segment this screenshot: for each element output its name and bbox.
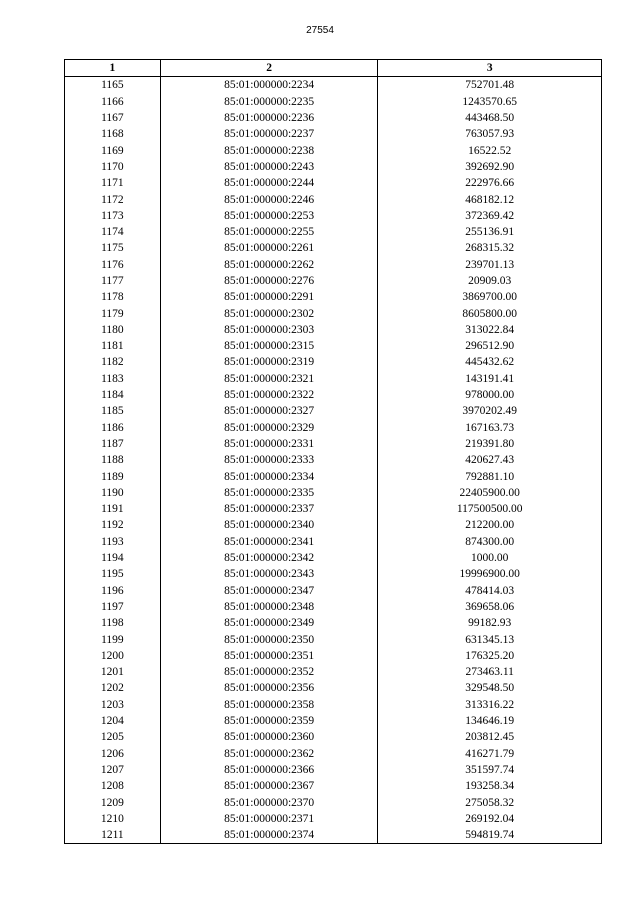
row-number-cell: 1168	[65, 126, 161, 142]
table-body	[65, 77, 602, 844]
cadastral-number-cell: 85:01:000000:2360	[160, 729, 378, 745]
cadastral-number-cell: 85:01:000000:2335	[160, 485, 378, 501]
cadastral-number-cell: 85:01:000000:2358	[160, 697, 378, 713]
cadastral-number-cell: 85:01:000000:2302	[160, 305, 378, 321]
value-cell: 468182.12	[378, 191, 602, 207]
table-row	[65, 680, 602, 696]
value-cell: 19996900.00	[378, 566, 602, 582]
value-cell: 351597.74	[378, 762, 602, 778]
cadastral-number-cell: 85:01:000000:2303	[160, 322, 378, 338]
table-row	[65, 778, 602, 794]
row-number-cell: 1167	[65, 110, 161, 126]
value-cell: 222976.66	[378, 175, 602, 191]
row-number-cell: 1202	[65, 680, 161, 696]
row-number-cell: 1165	[65, 77, 161, 94]
cadastral-number-cell: 85:01:000000:2262	[160, 257, 378, 273]
value-cell: 20909.03	[378, 273, 602, 289]
row-number-cell: 1179	[65, 305, 161, 321]
row-number-cell: 1210	[65, 811, 161, 827]
table-row	[65, 534, 602, 550]
cadastral-number-cell: 85:01:000000:2356	[160, 680, 378, 696]
row-number-cell: 1211	[65, 827, 161, 844]
value-cell: 273463.11	[378, 664, 602, 680]
value-cell: 420627.43	[378, 452, 602, 468]
table-row	[65, 811, 602, 827]
row-number-cell: 1170	[65, 159, 161, 175]
value-cell: 1243570.65	[378, 94, 602, 110]
table-row	[65, 403, 602, 419]
table-row	[65, 159, 602, 175]
cadastral-number-cell: 85:01:000000:2276	[160, 273, 378, 289]
table-row	[65, 566, 602, 582]
row-number-cell: 1189	[65, 468, 161, 484]
cadastral-number-cell: 85:01:000000:2315	[160, 338, 378, 354]
column-header-3: 3	[378, 60, 602, 77]
cadastral-number-cell: 85:01:000000:2255	[160, 224, 378, 240]
cadastral-number-cell: 85:01:000000:2343	[160, 566, 378, 582]
value-cell: 443468.50	[378, 110, 602, 126]
table-row	[65, 794, 602, 810]
table-row	[65, 615, 602, 631]
table-row	[65, 729, 602, 745]
cadastral-number-cell: 85:01:000000:2351	[160, 648, 378, 664]
cadastral-number-cell: 85:01:000000:2359	[160, 713, 378, 729]
row-number-cell: 1169	[65, 142, 161, 158]
row-number-cell: 1176	[65, 257, 161, 273]
row-number-cell: 1178	[65, 289, 161, 305]
table-row	[65, 126, 602, 142]
table-row	[65, 745, 602, 761]
row-number-cell: 1182	[65, 354, 161, 370]
cadastral-number-cell: 85:01:000000:2370	[160, 794, 378, 810]
table-row	[65, 354, 602, 370]
cadastral-number-cell: 85:01:000000:2340	[160, 517, 378, 533]
row-number-cell: 1183	[65, 371, 161, 387]
cadastral-number-cell: 85:01:000000:2367	[160, 778, 378, 794]
cadastral-number-cell: 85:01:000000:2261	[160, 240, 378, 256]
value-cell: 268315.32	[378, 240, 602, 256]
table-row	[65, 697, 602, 713]
row-number-cell: 1206	[65, 745, 161, 761]
row-number-cell: 1181	[65, 338, 161, 354]
value-cell: 219391.80	[378, 436, 602, 452]
table-row	[65, 599, 602, 615]
value-cell: 212200.00	[378, 517, 602, 533]
row-number-cell: 1203	[65, 697, 161, 713]
row-number-cell: 1200	[65, 648, 161, 664]
table-row	[65, 550, 602, 566]
page-number: 27554	[306, 25, 334, 36]
cadastral-number-cell: 85:01:000000:2253	[160, 208, 378, 224]
cadastral-number-cell: 85:01:000000:2329	[160, 420, 378, 436]
cadastral-number-cell: 85:01:000000:2237	[160, 126, 378, 142]
column-header-2: 2	[160, 60, 378, 77]
cadastral-number-cell: 85:01:000000:2319	[160, 354, 378, 370]
table-row	[65, 273, 602, 289]
table-header-row	[65, 60, 602, 77]
data-table	[64, 59, 602, 844]
table-row	[65, 208, 602, 224]
value-cell: 22405900.00	[378, 485, 602, 501]
row-number-cell: 1207	[65, 762, 161, 778]
value-cell: 134646.19	[378, 713, 602, 729]
cadastral-number-cell: 85:01:000000:2342	[160, 550, 378, 566]
table-row	[65, 289, 602, 305]
table-row	[65, 110, 602, 126]
value-cell: 3869700.00	[378, 289, 602, 305]
table-row	[65, 664, 602, 680]
table-row	[65, 468, 602, 484]
value-cell: 203812.45	[378, 729, 602, 745]
table-row	[65, 631, 602, 647]
table-row	[65, 517, 602, 533]
table-row	[65, 175, 602, 191]
table-row	[65, 191, 602, 207]
cadastral-number-cell: 85:01:000000:2236	[160, 110, 378, 126]
value-cell: 416271.79	[378, 745, 602, 761]
value-cell: 329548.50	[378, 680, 602, 696]
cadastral-number-cell: 85:01:000000:2331	[160, 436, 378, 452]
cadastral-number-cell: 85:01:000000:2349	[160, 615, 378, 631]
row-number-cell: 1187	[65, 436, 161, 452]
row-number-cell: 1184	[65, 387, 161, 403]
row-number-cell: 1192	[65, 517, 161, 533]
cadastral-number-cell: 85:01:000000:2235	[160, 94, 378, 110]
value-cell: 167163.73	[378, 420, 602, 436]
cadastral-number-cell: 85:01:000000:2374	[160, 827, 378, 844]
row-number-cell: 1171	[65, 175, 161, 191]
cadastral-number-cell: 85:01:000000:2341	[160, 534, 378, 550]
value-cell: 176325.20	[378, 648, 602, 664]
row-number-cell: 1188	[65, 452, 161, 468]
value-cell: 874300.00	[378, 534, 602, 550]
table-row	[65, 420, 602, 436]
table-row	[65, 452, 602, 468]
value-cell: 478414.03	[378, 583, 602, 599]
value-cell: 3970202.49	[378, 403, 602, 419]
cadastral-number-cell: 85:01:000000:2337	[160, 501, 378, 517]
cadastral-number-cell: 85:01:000000:2238	[160, 142, 378, 158]
row-number-cell: 1166	[65, 94, 161, 110]
table-row	[65, 501, 602, 517]
row-number-cell: 1209	[65, 794, 161, 810]
table-row	[65, 224, 602, 240]
table-row	[65, 762, 602, 778]
value-cell: 275058.32	[378, 794, 602, 810]
row-number-cell: 1195	[65, 566, 161, 582]
row-number-cell: 1175	[65, 240, 161, 256]
row-number-cell: 1198	[65, 615, 161, 631]
cadastral-number-cell: 85:01:000000:2234	[160, 77, 378, 94]
value-cell: 296512.90	[378, 338, 602, 354]
table-row	[65, 436, 602, 452]
value-cell: 255136.91	[378, 224, 602, 240]
table-row	[65, 648, 602, 664]
cadastral-number-cell: 85:01:000000:2334	[160, 468, 378, 484]
value-cell: 117500500.00	[378, 501, 602, 517]
row-number-cell: 1180	[65, 322, 161, 338]
table-row	[65, 338, 602, 354]
table-row	[65, 827, 602, 844]
row-number-cell: 1196	[65, 583, 161, 599]
cadastral-number-cell: 85:01:000000:2362	[160, 745, 378, 761]
row-number-cell: 1186	[65, 420, 161, 436]
row-number-cell: 1204	[65, 713, 161, 729]
cadastral-number-cell: 85:01:000000:2352	[160, 664, 378, 680]
row-number-cell: 1194	[65, 550, 161, 566]
value-cell: 193258.34	[378, 778, 602, 794]
column-header-1: 1	[65, 60, 161, 77]
table-row	[65, 305, 602, 321]
value-cell: 313316.22	[378, 697, 602, 713]
value-cell: 752701.48	[378, 77, 602, 94]
table-row	[65, 142, 602, 158]
row-number-cell: 1191	[65, 501, 161, 517]
cadastral-number-cell: 85:01:000000:2371	[160, 811, 378, 827]
cadastral-number-cell: 85:01:000000:2244	[160, 175, 378, 191]
value-cell: 8605800.00	[378, 305, 602, 321]
cadastral-number-cell: 85:01:000000:2246	[160, 191, 378, 207]
row-number-cell: 1185	[65, 403, 161, 419]
cadastral-number-cell: 85:01:000000:2350	[160, 631, 378, 647]
cadastral-number-cell: 85:01:000000:2333	[160, 452, 378, 468]
cadastral-number-cell: 85:01:000000:2327	[160, 403, 378, 419]
table-row	[65, 322, 602, 338]
cadastral-number-cell: 85:01:000000:2321	[160, 371, 378, 387]
cadastral-number-cell: 85:01:000000:2291	[160, 289, 378, 305]
table-row	[65, 94, 602, 110]
table-row	[65, 485, 602, 501]
row-number-cell: 1199	[65, 631, 161, 647]
table-row	[65, 371, 602, 387]
row-number-cell: 1208	[65, 778, 161, 794]
table-row	[65, 713, 602, 729]
row-number-cell: 1205	[65, 729, 161, 745]
value-cell: 1000.00	[378, 550, 602, 566]
table-row	[65, 583, 602, 599]
value-cell: 392692.90	[378, 159, 602, 175]
value-cell: 631345.13	[378, 631, 602, 647]
value-cell: 239701.13	[378, 257, 602, 273]
row-number-cell: 1193	[65, 534, 161, 550]
row-number-cell: 1177	[65, 273, 161, 289]
row-number-cell: 1190	[65, 485, 161, 501]
value-cell: 978000.00	[378, 387, 602, 403]
cadastral-number-cell: 85:01:000000:2347	[160, 583, 378, 599]
row-number-cell: 1201	[65, 664, 161, 680]
row-number-cell: 1173	[65, 208, 161, 224]
table-row	[65, 240, 602, 256]
value-cell: 445432.62	[378, 354, 602, 370]
cadastral-number-cell: 85:01:000000:2348	[160, 599, 378, 615]
value-cell: 143191.41	[378, 371, 602, 387]
cadastral-number-cell: 85:01:000000:2322	[160, 387, 378, 403]
value-cell: 594819.74	[378, 827, 602, 844]
cadastral-number-cell: 85:01:000000:2366	[160, 762, 378, 778]
value-cell: 763057.93	[378, 126, 602, 142]
value-cell: 16522.52	[378, 142, 602, 158]
value-cell: 99182.93	[378, 615, 602, 631]
value-cell: 372369.42	[378, 208, 602, 224]
row-number-cell: 1172	[65, 191, 161, 207]
value-cell: 369658.06	[378, 599, 602, 615]
row-number-cell: 1174	[65, 224, 161, 240]
value-cell: 792881.10	[378, 468, 602, 484]
value-cell: 269192.04	[378, 811, 602, 827]
cadastral-number-cell: 85:01:000000:2243	[160, 159, 378, 175]
table-row	[65, 77, 602, 94]
row-number-cell: 1197	[65, 599, 161, 615]
table-row	[65, 387, 602, 403]
value-cell: 313022.84	[378, 322, 602, 338]
table-row	[65, 257, 602, 273]
